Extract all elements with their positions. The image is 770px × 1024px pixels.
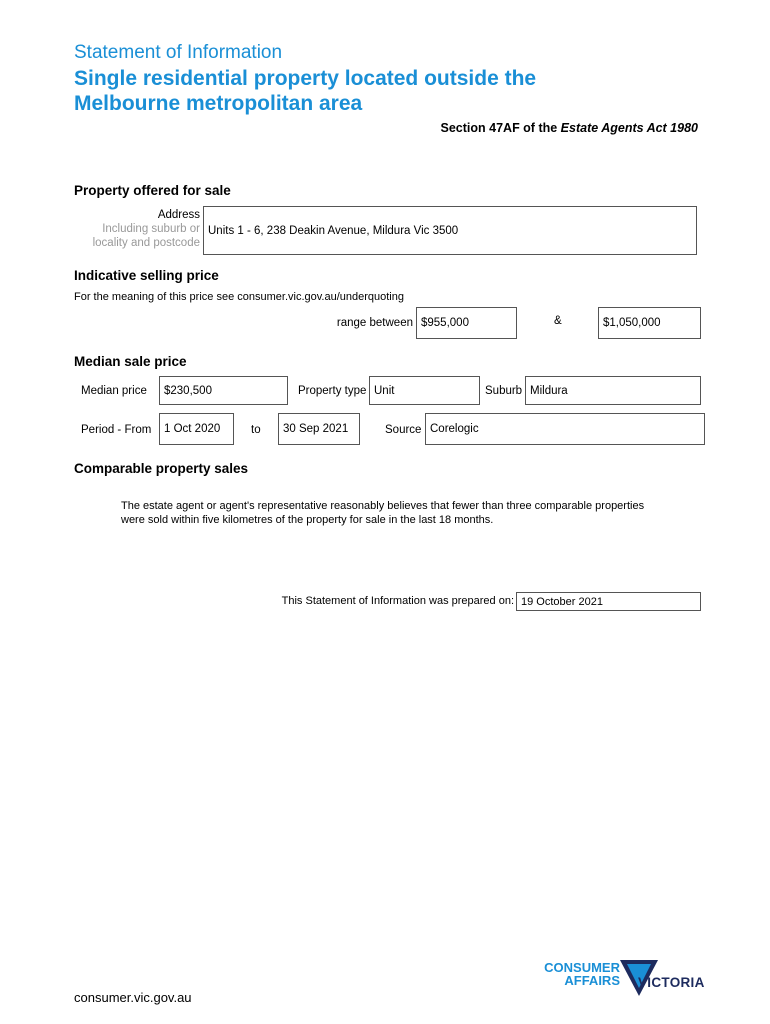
property-heading: Property offered for sale <box>74 183 231 198</box>
address-field[interactable] <box>203 206 697 255</box>
period-from-value: 1 Oct 2020 <box>164 423 221 435</box>
address-sublabel-2: locality and postcode <box>92 237 200 249</box>
act-name: Estate Agents Act 1980 <box>560 121 698 135</box>
title-line-2: Melbourne metropolitan area <box>74 92 363 115</box>
logo-text-left <box>528 961 620 987</box>
logo-consumer-text: CONSUMER <box>544 960 620 975</box>
consumer-affairs-victoria-logo <box>528 958 704 998</box>
suburb-field[interactable] <box>525 376 701 405</box>
median-heading: Median sale price <box>74 354 187 369</box>
prepared-date-value: 19 October 2021 <box>521 595 603 608</box>
period-to-label: to <box>251 424 261 436</box>
median-price-field[interactable] <box>159 376 288 405</box>
address-label: Address <box>157 209 200 221</box>
price-low-field[interactable] <box>416 307 517 339</box>
period-from-label: Period - From <box>81 424 152 436</box>
logo-victoria-text: VICTORIA <box>638 975 705 990</box>
period-to-field[interactable] <box>278 413 360 445</box>
address-sublabel-1: Including suburb or <box>102 223 200 235</box>
median-price-value: $230,500 <box>164 385 212 397</box>
document-subtitle: Statement of Information <box>74 42 283 63</box>
prepared-date-field[interactable] <box>516 592 701 611</box>
property-type-label: Property type <box>298 385 367 397</box>
act-reference-prefix: Section 47AF of the <box>440 121 561 135</box>
property-type-value: Unit <box>374 385 395 397</box>
act-reference <box>441 121 698 135</box>
range-label: range between <box>336 317 413 329</box>
median-price-label: Median price <box>81 385 147 397</box>
price-low-value: $955,000 <box>421 317 469 329</box>
logo-affairs-text: AFFAIRS <box>564 973 620 988</box>
period-from-field[interactable] <box>159 413 234 445</box>
range-ampersand: & <box>554 315 562 327</box>
period-to-value: 30 Sep 2021 <box>283 423 349 435</box>
underquoting-note: For the meaning of this price see consumer.vic.gov.au/underquoting <box>74 291 404 303</box>
price-high-field[interactable] <box>598 307 701 339</box>
comparable-text-line-1: The estate agent or agent's representative reasonably believes that fewer than three comparable properties <box>121 500 645 512</box>
title-line-1: Single residential property located outside the <box>74 67 537 90</box>
comparable-heading: Comparable property sales <box>74 461 249 476</box>
price-high-value: $1,050,000 <box>603 317 661 329</box>
source-field[interactable] <box>425 413 705 445</box>
property-type-field[interactable] <box>369 376 480 405</box>
source-label: Source <box>385 424 422 436</box>
prepared-label: This Statement of Information was prepared on: <box>281 595 514 607</box>
address-value: Units 1 - 6, 238 Deakin Avenue, Mildura Vic 3500 <box>208 224 459 237</box>
suburb-label: Suburb <box>485 385 523 397</box>
comparable-text-line-2: were sold within five kilometres of the property for sale in the last 18 months. <box>121 514 494 526</box>
indicative-heading: Indicative selling price <box>74 268 219 283</box>
source-value: Corelogic <box>430 423 479 435</box>
footer-url: consumer.vic.gov.au <box>74 990 192 1005</box>
suburb-value: Mildura <box>530 385 568 397</box>
document-title <box>74 66 674 116</box>
